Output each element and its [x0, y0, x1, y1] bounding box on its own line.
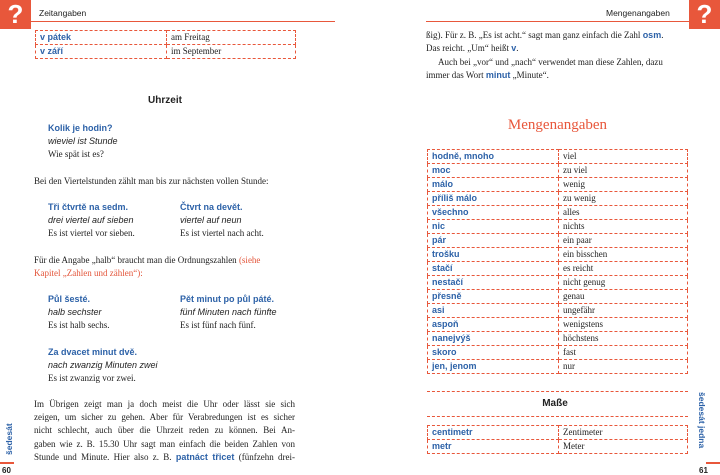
paragraph	[34, 254, 260, 267]
de-cell: nur	[559, 360, 688, 374]
example-phrase: nach zwanzig Minuten zwei	[48, 360, 158, 370]
table-row	[428, 360, 688, 374]
table-row	[428, 248, 688, 262]
paragraph-text: .	[516, 43, 519, 53]
de-cell: viel	[559, 150, 688, 164]
table-row	[428, 234, 688, 248]
de-cell: alles	[559, 206, 688, 220]
page-number-rule	[706, 462, 720, 464]
highlight-term: v	[511, 43, 517, 53]
paragraph-text: (fünfzehn drei-	[234, 451, 295, 462]
paragraph: Bei den Viertelstunden zählt man bis zur nächsten vollen Stunde:	[34, 176, 269, 186]
example-de: Es ist zwanzig vor zwei.	[48, 373, 136, 383]
cz-cell: metr	[428, 440, 559, 454]
example-cz: Kolik je hodin?	[48, 123, 113, 133]
de-cell: nicht genug	[559, 276, 688, 290]
question-mark-icon: ?	[689, 0, 720, 29]
highlight-term: osm	[642, 30, 662, 40]
cz-cell: aspoň	[428, 318, 559, 332]
example-phrase: halb sechster	[48, 307, 102, 317]
example-cz: Čtvrt na devět.	[180, 202, 243, 212]
right-page	[360, 0, 720, 475]
de-cell: ein bisschen	[559, 248, 688, 262]
page-number-rule	[0, 462, 14, 464]
uhrzeit-heading: Uhrzeit	[148, 95, 182, 106]
table-row	[428, 164, 688, 178]
example-cz: Půl šesté.	[48, 294, 91, 304]
paragraph-text: Für die Angabe „halb“ braucht man die Ordnungszahlen	[34, 255, 239, 265]
example-de: Es ist viertel nach acht.	[180, 228, 264, 238]
table-row	[428, 276, 688, 290]
example-phrase: viertel auf neun	[180, 215, 242, 225]
quantity-table	[427, 149, 688, 374]
cz-cell: stačí	[428, 262, 559, 276]
paragraph-text: „Minute“.	[510, 70, 549, 80]
section-divider	[427, 391, 688, 392]
de-cell: ein paar	[559, 234, 688, 248]
de-cell: ungefähr	[559, 304, 688, 318]
cz-cell: nestačí	[428, 276, 559, 290]
cz-cell: nanejvýš	[428, 332, 559, 346]
table-row	[428, 206, 688, 220]
cz-cell: málo	[428, 178, 559, 192]
paragraph-text: ßig). Für z. B. „Es ist acht.“ sagt man ganz einfach die Zahl	[426, 30, 643, 40]
de-cell: zu viel	[559, 164, 688, 178]
paragraph-line: gaben wie z. B. 15.30 Uhr sagt man einfach die beiden Zahlen von	[34, 438, 295, 449]
paragraph-line: nicht schlecht, auch über die Uhrzeit reden zu können. Bei An-	[34, 425, 295, 436]
highlight-term: patnáct třicet	[175, 451, 235, 462]
example-de: Es ist fünf nach fünf.	[180, 320, 256, 330]
cz-cell: pár	[428, 234, 559, 248]
table-row	[428, 192, 688, 206]
cz-cell: hodně, mnoho	[428, 150, 559, 164]
body-paragraph	[34, 398, 295, 464]
table-row	[36, 31, 296, 45]
paragraph-line	[426, 42, 518, 55]
cz-cell: trošku	[428, 248, 559, 262]
table-row	[428, 178, 688, 192]
table-row	[428, 220, 688, 234]
cz-cell: moc	[428, 164, 559, 178]
de-cell: am Freitag	[167, 31, 296, 45]
example-cz: Pět minut po půl páté.	[180, 294, 274, 304]
de-cell: im September	[167, 45, 296, 59]
cz-cell: příliš málo	[428, 192, 559, 206]
section-title: Mengenangaben	[507, 117, 608, 133]
de-cell: fast	[559, 346, 688, 360]
right-header-rule	[426, 21, 689, 22]
example-phrase: fünf Minuten nach fünfte	[180, 307, 277, 317]
paragraph-line: Im Übrigen zeigt man ja doch meist die Uhr oder lässt sie sich	[34, 399, 295, 409]
de-cell: wenigstens	[559, 318, 688, 332]
paragraph-line: Auch bei „vor“ und „nach“ verwendet man diese Zahlen, dazu	[438, 57, 663, 67]
paragraph-text: immer das Wort	[426, 70, 486, 80]
example-de: Wie spät ist es?	[48, 149, 104, 159]
section-divider	[427, 416, 688, 417]
paragraph-line	[34, 451, 295, 464]
table-row	[428, 262, 688, 276]
measure-table	[427, 425, 688, 454]
cz-cell: asi	[428, 304, 559, 318]
left-running-header: Zeitangaben	[39, 8, 87, 18]
table-row	[428, 426, 688, 440]
paragraph-text: Das reicht. „Um“ heißt	[426, 43, 512, 53]
table-row	[428, 440, 688, 454]
de-cell: es reicht	[559, 262, 688, 276]
page-number-left: 60	[2, 466, 11, 475]
example-phrase: drei viertel auf sieben	[48, 215, 134, 225]
example-phrase: wieviel ist Stunde	[48, 136, 118, 146]
de-cell: nichts	[559, 220, 688, 234]
right-running-header: Mengenangaben	[606, 8, 670, 18]
side-tab-right: šedesát jedna	[697, 392, 707, 449]
table-row	[428, 318, 688, 332]
cz-cell: centimetr	[428, 426, 559, 440]
example-de: Es ist viertel vor sieben.	[48, 228, 135, 238]
example-cz: Za dvacet minut dvě.	[48, 347, 138, 357]
cz-cell: skoro	[428, 346, 559, 360]
de-cell: wenig	[559, 178, 688, 192]
table-row	[428, 346, 688, 360]
cz-cell: všechno	[428, 206, 559, 220]
paragraph-text: Stunde und Minute. Hier also z. B.	[34, 451, 176, 462]
date-table	[35, 30, 296, 59]
table-row	[428, 150, 688, 164]
table-row	[428, 290, 688, 304]
question-mark-icon: ?	[0, 0, 31, 29]
page-number-right: 61	[699, 466, 708, 475]
cz-cell: v září	[36, 45, 167, 59]
cross-reference: Kapitel „Zahlen und zählen“):	[34, 268, 143, 278]
paragraph-line: zeigen, um sicher zu gehen. Aber für Verabredungen ist es sicher	[34, 412, 295, 423]
table-row	[36, 45, 296, 59]
de-cell: genau	[559, 290, 688, 304]
cz-cell: nic	[428, 220, 559, 234]
masse-heading: Maße	[542, 398, 568, 409]
highlight-term: minut	[485, 70, 511, 80]
table-row	[428, 304, 688, 318]
example-de: Es ist halb sechs.	[48, 320, 110, 330]
de-cell: höchstens	[559, 332, 688, 346]
left-header-rule	[31, 21, 335, 22]
side-tab-left: šedesát	[4, 423, 14, 455]
paragraph-line	[426, 69, 549, 82]
example-cz: Tři čtvrtě na sedm.	[48, 202, 129, 212]
de-cell: Zentimeter	[559, 426, 688, 440]
de-cell: zu wenig	[559, 192, 688, 206]
paragraph-line	[426, 29, 663, 42]
cz-cell: jen, jenom	[428, 360, 559, 374]
cz-cell: přesně	[428, 290, 559, 304]
paragraph-text: .	[661, 30, 664, 40]
cz-cell: v pátek	[36, 31, 167, 45]
cross-reference: (siehe	[238, 255, 261, 265]
table-row	[428, 332, 688, 346]
de-cell: Meter	[559, 440, 688, 454]
